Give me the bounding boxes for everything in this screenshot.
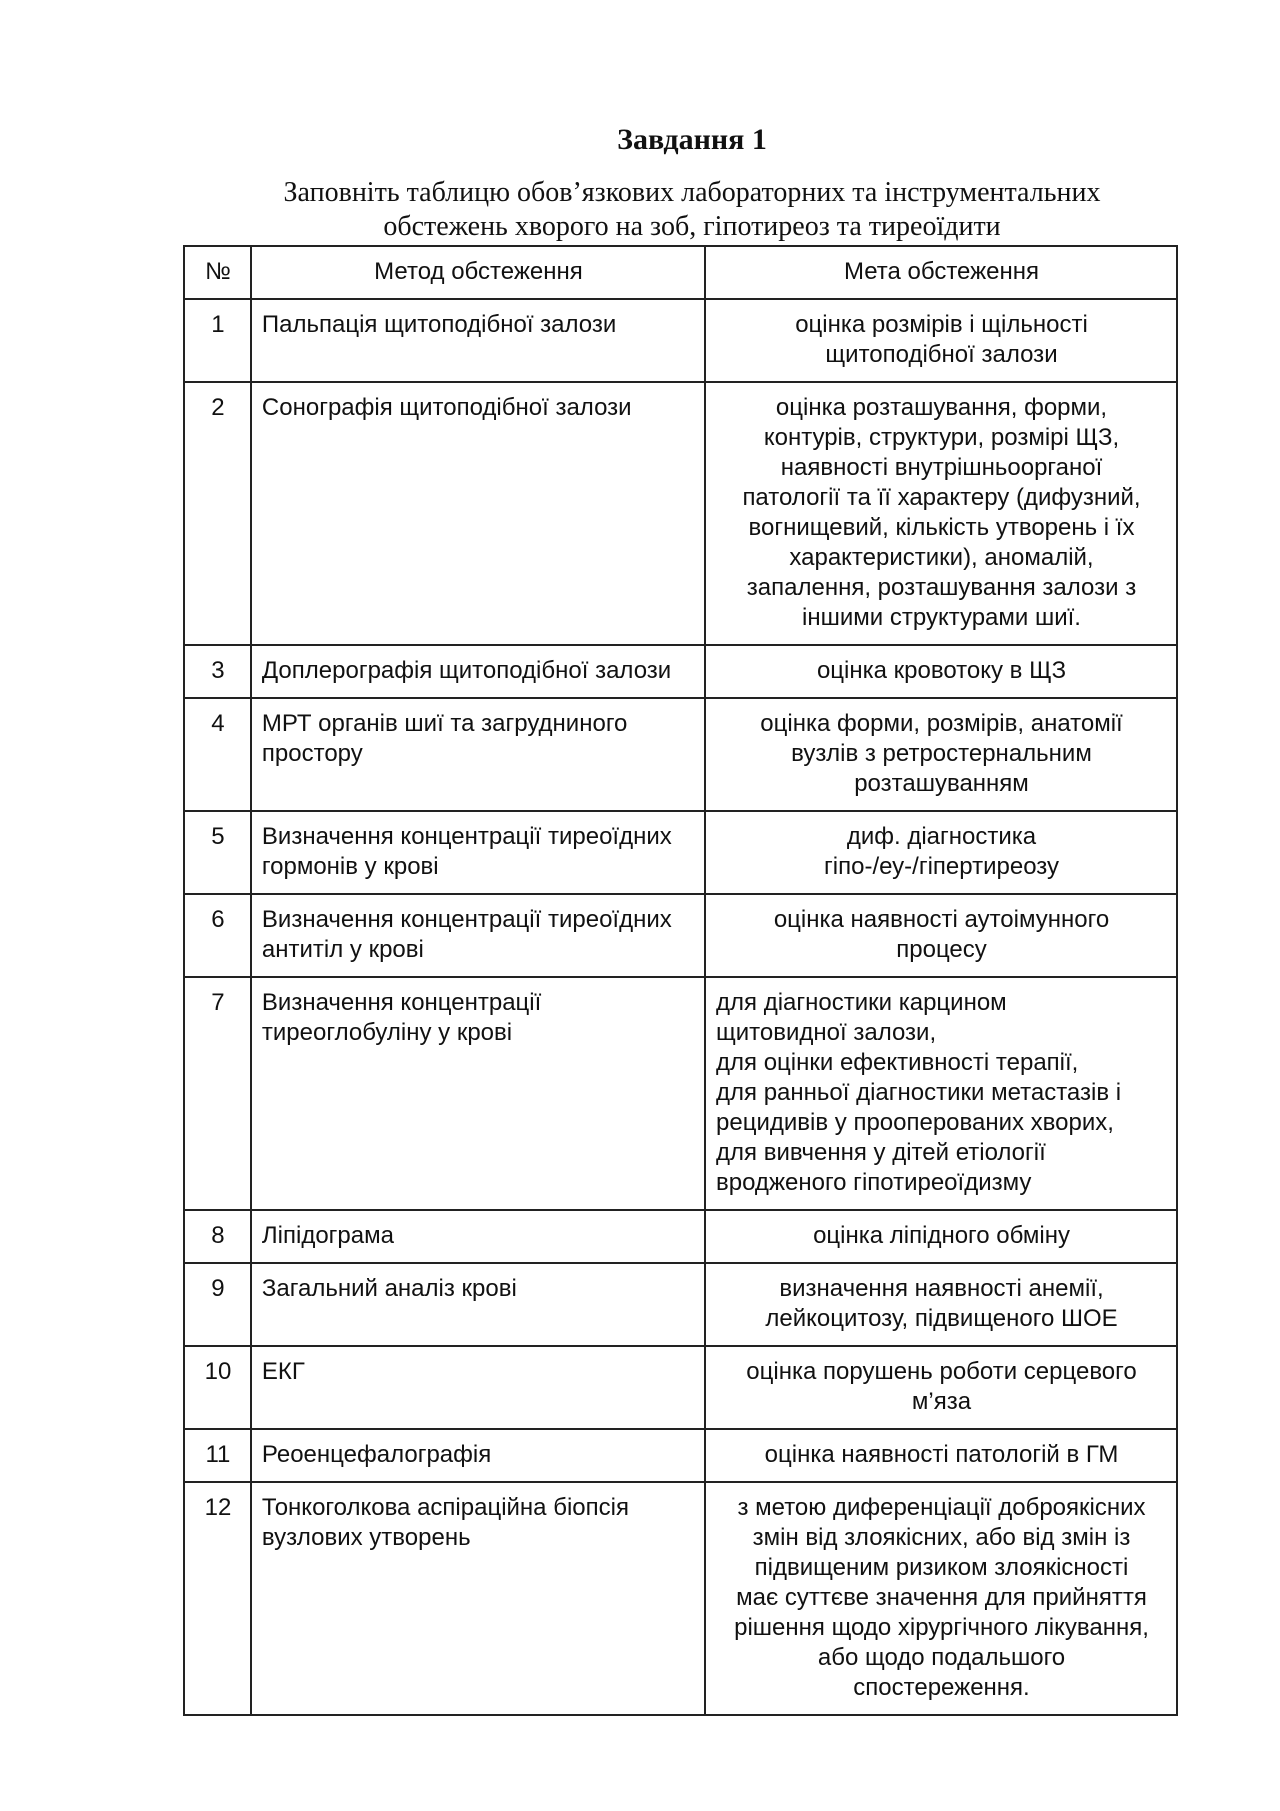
page-title: Завдання 1 — [617, 123, 767, 156]
table-row — [184, 977, 1177, 1210]
header-method: Метод обстеження — [251, 246, 705, 299]
purpose-line: розташуванням — [854, 770, 1029, 797]
purpose-line: лейкоцитозу, підвищеного ШОЕ — [765, 1305, 1118, 1332]
row-purpose — [705, 977, 1177, 1210]
purpose-line: вузлів з ретростернальним — [791, 740, 1092, 767]
row-number: 9 — [184, 1263, 251, 1346]
row-method: Визначення концентрації тиреоглобуліну у крові — [251, 977, 705, 1210]
row-number: 4 — [184, 698, 251, 811]
table-row — [184, 299, 1177, 382]
purpose-line: оцінка наявності аутоімунного — [773, 906, 1110, 933]
table-row — [184, 811, 1177, 894]
purpose-line: наявності внутрішньоорганої — [780, 454, 1103, 481]
row-purpose — [705, 1263, 1177, 1346]
purpose-line: змін від злоякісних, або від змін із — [752, 1524, 1131, 1551]
purpose-line: рецидивів у прооперованих хворих, — [716, 1109, 1114, 1136]
purpose-line: вродженого гіпотиреоїдизму — [716, 1169, 1032, 1196]
row-purpose — [705, 1210, 1177, 1263]
row-method: Тонкоголкова аспіраційна біопсія вузлових утворень — [251, 1482, 705, 1715]
purpose-line: має суттєве значення для прийняття — [736, 1584, 1147, 1611]
table-row — [184, 1482, 1177, 1715]
table-row — [184, 1210, 1177, 1263]
purpose-line: гіпо-/еу-/гіпертиреозу — [824, 853, 1059, 880]
row-number: 12 — [184, 1482, 251, 1715]
purpose-line: патології та її характеру (дифузний, — [742, 484, 1141, 511]
purpose-line: для вивчення у дітей етіології — [716, 1139, 1046, 1166]
row-number: 1 — [184, 299, 251, 382]
row-number: 10 — [184, 1346, 251, 1429]
row-purpose — [705, 1482, 1177, 1715]
row-method: Пальпація щитоподібної залози — [251, 299, 705, 382]
row-method: МРТ органів шиї та загрудниного простору — [251, 698, 705, 811]
purpose-line: оцінка наявності патологій в ГМ — [764, 1441, 1119, 1468]
row-number: 5 — [184, 811, 251, 894]
purpose-line: спостереження. — [853, 1674, 1030, 1701]
purpose-line: оцінка кровотоку в ЩЗ — [816, 657, 1067, 684]
purpose-line: диф. діагностика — [846, 823, 1037, 850]
table-row — [184, 382, 1177, 645]
purpose-line: для ранньої діагностики метастазів і — [716, 1079, 1122, 1106]
table-row — [184, 698, 1177, 811]
purpose-line: для оцінки ефективності терапії, — [716, 1049, 1079, 1076]
row-purpose — [705, 1429, 1177, 1482]
task-description — [186, 176, 1198, 244]
purpose-line: оцінка порушень роботи серцевого — [746, 1358, 1137, 1385]
purpose-line: для діагностики карцином — [716, 989, 1007, 1016]
row-purpose — [705, 698, 1177, 811]
row-purpose — [705, 299, 1177, 382]
header-purpose: Мета обстеження — [705, 246, 1177, 299]
row-purpose — [705, 382, 1177, 645]
row-purpose — [705, 894, 1177, 977]
row-method: Реоенцефалографія — [251, 1429, 705, 1482]
row-method: ЕКГ — [251, 1346, 705, 1429]
table-row — [184, 1263, 1177, 1346]
purpose-line: іншими структурами шиї. — [802, 604, 1081, 631]
purpose-line: з метою диференціації доброякісних — [737, 1494, 1146, 1521]
purpose-line: контурів, структури, розмірі ЩЗ, — [763, 424, 1120, 451]
row-number: 2 — [184, 382, 251, 645]
purpose-line: щитовидної залози, — [716, 1019, 937, 1046]
purpose-line: вогнищевий, кількість утворень і їх — [748, 514, 1135, 541]
row-number: 11 — [184, 1429, 251, 1482]
purpose-line: оцінка розмірів і щільності — [795, 311, 1088, 338]
header-number: № — [184, 246, 251, 299]
row-method: Сонографія щитоподібної залози — [251, 382, 705, 645]
table-row — [184, 645, 1177, 698]
row-purpose — [705, 811, 1177, 894]
table-row — [184, 894, 1177, 977]
purpose-line: визначення наявності анемії, — [779, 1275, 1104, 1302]
purpose-line: характеристики), аномалій, — [789, 544, 1094, 571]
purpose-line: оцінка ліпідного обміну — [813, 1222, 1070, 1249]
row-number: 3 — [184, 645, 251, 698]
task-description-line: Заповніть таблицю обов’язкових лабораторних та інструментальних — [283, 177, 1101, 208]
row-purpose — [705, 1346, 1177, 1429]
purpose-line: запалення, розташування залози з — [746, 574, 1137, 601]
row-method: Визначення концентрації тиреоїдних антитіл у крові — [251, 894, 705, 977]
row-method: Доплерографія щитоподібної залози — [251, 645, 705, 698]
purpose-line: процесу — [896, 936, 987, 963]
table-header-row — [184, 246, 1177, 299]
row-number: 8 — [184, 1210, 251, 1263]
row-method: Загальний аналіз крові — [251, 1263, 705, 1346]
task-description-line: обстежень хворого на зоб, гіпотиреоз та тиреоїдити — [383, 211, 1001, 242]
table-row — [184, 1346, 1177, 1429]
purpose-line: підвищеним ризиком злоякісності — [754, 1554, 1129, 1581]
table-row — [184, 1429, 1177, 1482]
purpose-line: рішення щодо хірургічного лікування, — [734, 1614, 1149, 1641]
purpose-line: оцінка розташування, форми, — [775, 394, 1108, 421]
purpose-line: щитоподібної залози — [825, 341, 1058, 368]
row-purpose — [705, 645, 1177, 698]
purpose-line: або щодо подальшого — [817, 1644, 1066, 1671]
row-method: Ліпідограма — [251, 1210, 705, 1263]
purpose-line: оцінка форми, розмірів, анатомії — [760, 710, 1123, 737]
row-number: 6 — [184, 894, 251, 977]
row-number: 7 — [184, 977, 251, 1210]
row-method: Визначення концентрації тиреоїдних гормонів у крові — [251, 811, 705, 894]
purpose-line: м’яза — [911, 1388, 972, 1415]
examinations-table — [183, 245, 1178, 1716]
